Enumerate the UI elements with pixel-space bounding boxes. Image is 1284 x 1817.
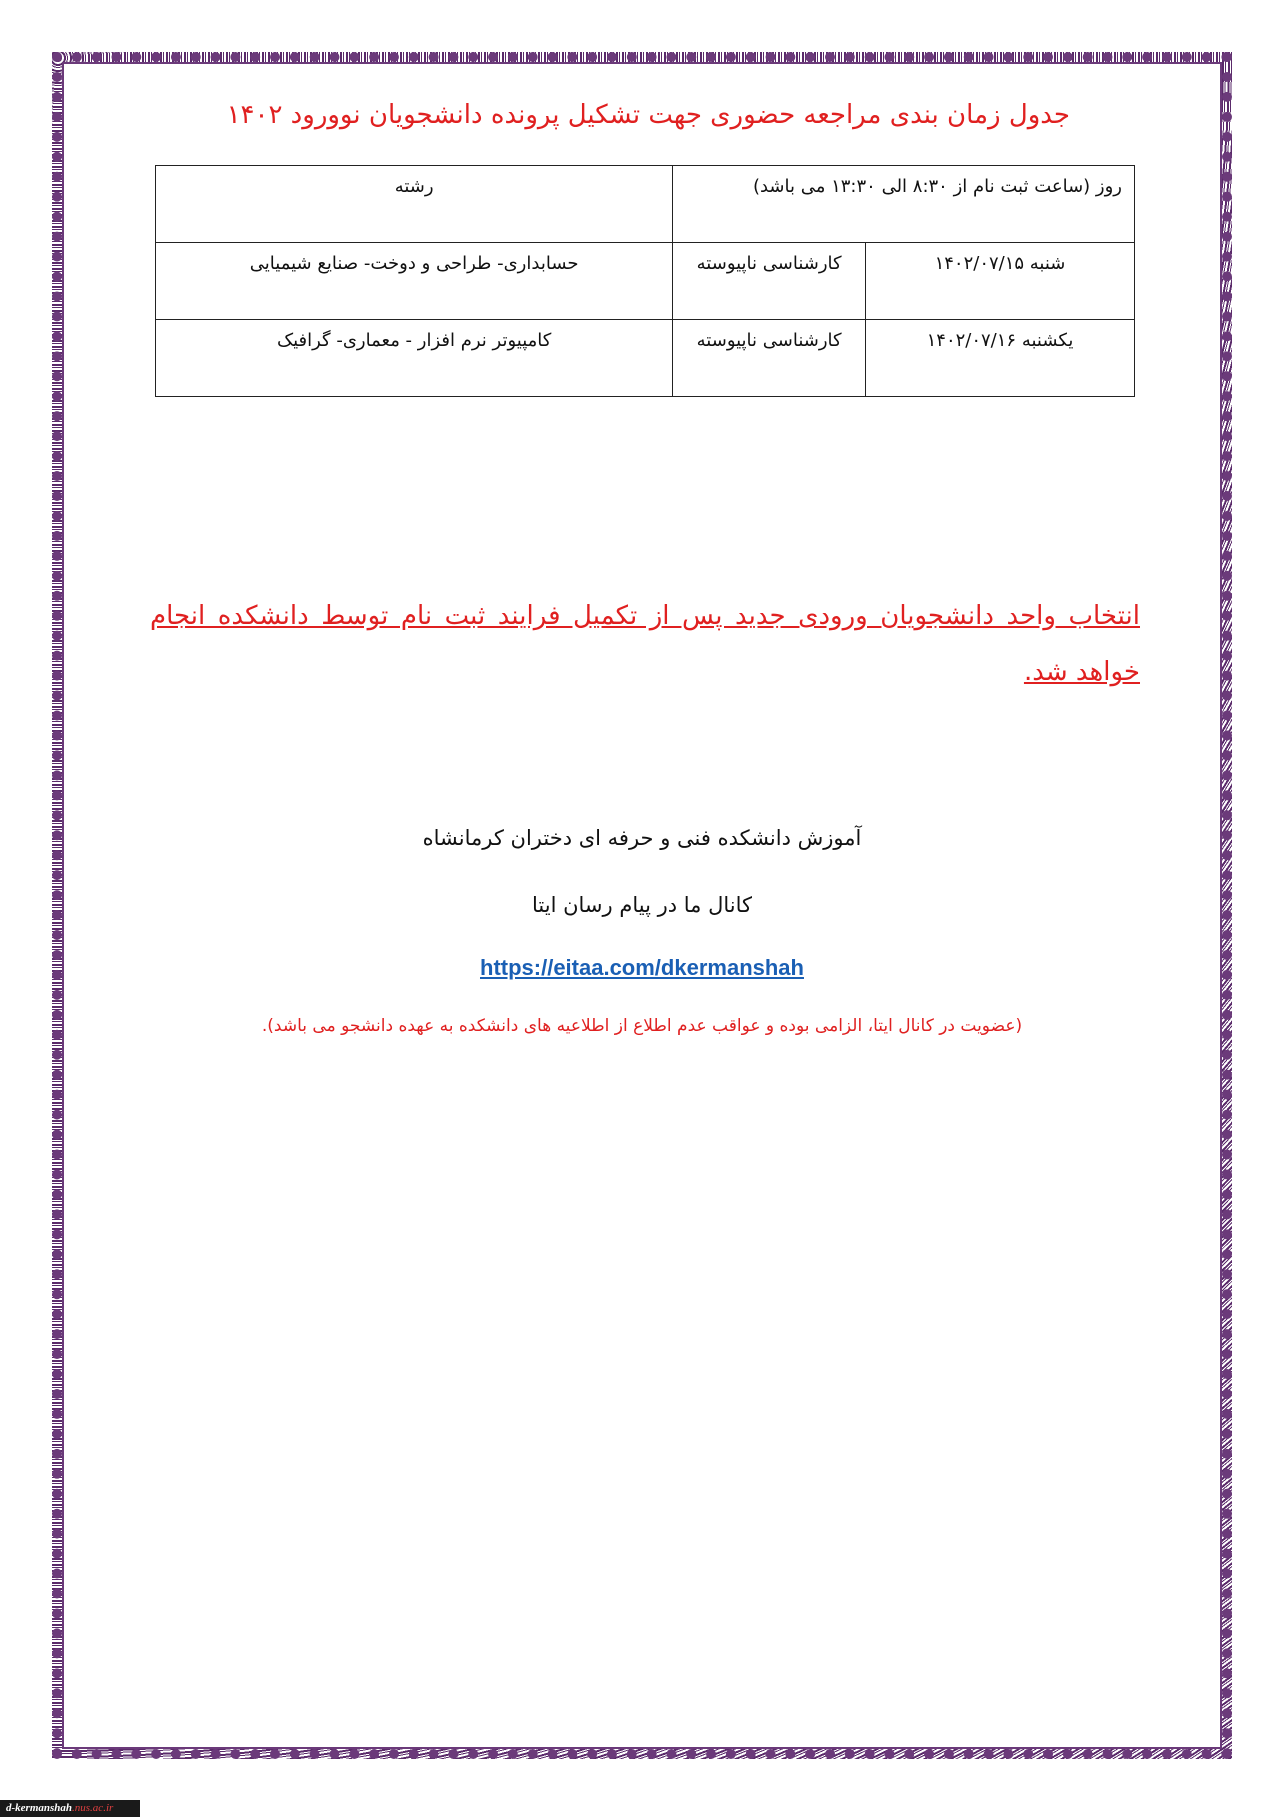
site-watermark: [0, 1800, 140, 1817]
schedule-table: [155, 165, 1135, 397]
registration-notice: انتخاب واحد دانشجویان ورودی جدید پس از تکمیل فرایند ثبت نام توسط دانشکده انجام خواهد شد.: [150, 601, 1140, 687]
eitaa-channel-link[interactable]: https://eitaa.com/dkermanshah: [480, 955, 804, 980]
watermark-domain: .nus.ac.ir: [72, 1802, 114, 1814]
channel-label: کانال ما در پیام رسان ایتا: [532, 893, 752, 917]
table-row: [156, 320, 1135, 397]
level-cell: کارشناسی ناپیوسته: [673, 320, 866, 397]
membership-note: (عضویت در کانال ایتا، الزامی بوده و عواقب عدم اطلاع از اطلاعیه های دانشکده به عهده دانشجو می باشد).: [261, 1016, 1023, 1036]
watermark-site: d-kermanshah: [6, 1802, 73, 1814]
level-cell: کارشناسی ناپیوسته: [673, 243, 866, 320]
date-cell: شنبه ۱۴۰۲/۰۷/۱۵: [865, 243, 1134, 320]
table-header-row: [156, 166, 1135, 243]
date-cell: یکشنبه ۱۴۰۲/۰۷/۱۶: [865, 320, 1134, 397]
majors-cell: کامپیوتر نرم افزار - معماری- گرافیک: [156, 320, 673, 397]
org-name: آموزش دانشکده فنی و حرفه ای دختران کرمانشاه: [422, 826, 862, 850]
table-row: [156, 243, 1135, 320]
header-day-cell: روز (ساعت ثبت نام از ۸:۳۰ الی ۱۳:۳۰ می باشد): [673, 166, 1135, 243]
page-title: جدول زمان بندی مراجعه حضوری جهت تشکیل پرونده دانشجویان نوورود ۱۴۰۲: [226, 100, 1070, 130]
header-field-cell: رشته: [156, 166, 673, 243]
majors-cell: حسابداری- طراحی و دوخت- صنایع شیمیایی: [156, 243, 673, 320]
